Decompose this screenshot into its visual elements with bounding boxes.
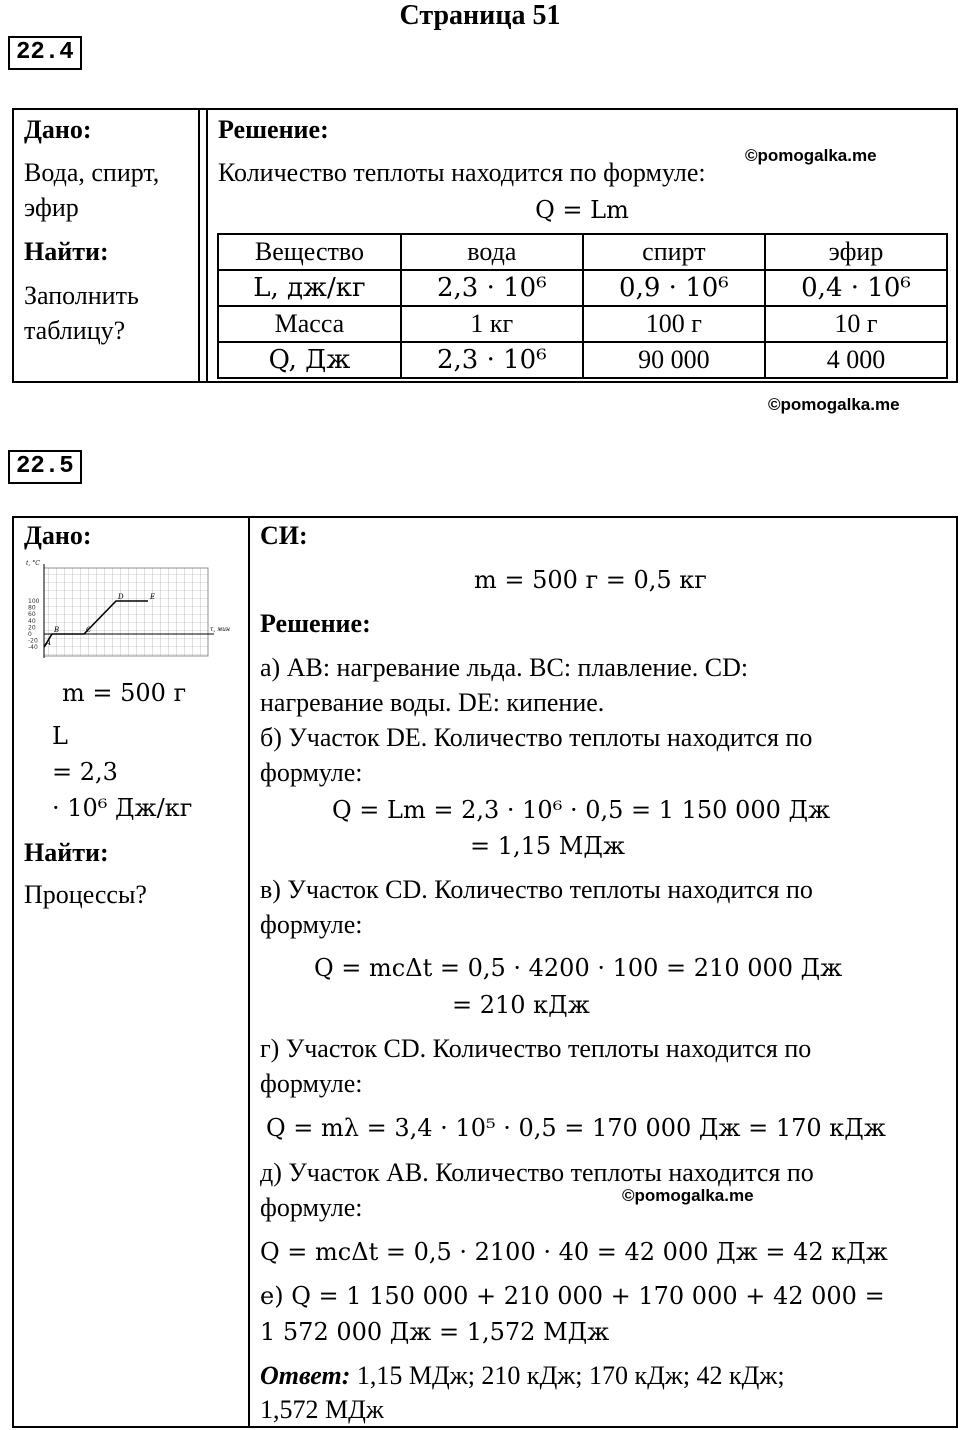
graph-tick-label: 0 [28, 631, 32, 638]
graph-tick-label: -40 [28, 644, 38, 652]
table-cell: 100 г [583, 306, 765, 342]
task2-divider [248, 516, 250, 1428]
formula-line: Q = mλ = 3,4 · 10⁵ · 0,5 = 170 000 Дж = 170 кДж [266, 1114, 886, 1142]
answer-line-2: 1,572 МДж [260, 1395, 384, 1424]
table-cell: 90 000 [583, 342, 765, 378]
table-row [218, 306, 947, 342]
task-number-22-5: 22.5 [8, 450, 82, 484]
formula-line: е) Q = 1 150 000 + 210 000 + 170 000 + 42 000 = [260, 1282, 885, 1310]
solution-line: б) Участок DE. Количество теплоты находится по [260, 723, 813, 752]
given-L: L [52, 722, 68, 750]
answer-line [260, 1358, 785, 1394]
table-header-cell: вода [401, 234, 583, 270]
find-line: таблицу? [24, 316, 126, 345]
phase-graph [24, 558, 238, 664]
solution-line: д) Участок AB. Количество теплоты находится по [260, 1158, 814, 1187]
formula-line: Q = mcΔt = 0,5 · 2100 · 40 = 42 000 Дж = 42 кДж [260, 1238, 888, 1266]
graph-point-label: E [150, 593, 156, 601]
solution-label: Решение: [260, 609, 371, 638]
task1-divider-1 [198, 108, 200, 383]
graph-tick-label: 60 [28, 611, 36, 619]
answer-text: 1,15 МДж; 210 кДж; 170 кДж; 42 кДж; [356, 1361, 785, 1390]
formula-line: = 1,15 МДж [470, 832, 625, 860]
solution-label: Решение: [218, 115, 329, 144]
task-number-22-4: 22.4 [8, 36, 82, 70]
table-header-cell: спирт [583, 234, 765, 270]
given-mass: m = 500 г [62, 679, 187, 707]
table-header-cell: Вещество [218, 234, 401, 270]
si-value: m = 500 г = 0,5 кг [474, 566, 707, 594]
table-cell: L, дж/кг [218, 270, 401, 306]
table-cell: 1 кг [401, 306, 583, 342]
table-cell: 4 000 [765, 342, 947, 378]
solution-line: формуле: [260, 1069, 363, 1098]
find-text: Процессы? [24, 880, 147, 909]
solution-line: формуле: [260, 1193, 363, 1222]
table-cell: 2,3 · 10⁶ [401, 270, 583, 306]
solution-line: в) Участок CD. Количество теплоты находится по [260, 875, 813, 904]
given-label: Дано: [24, 115, 92, 144]
graph-point-label: A [46, 639, 52, 648]
heat-table [217, 233, 948, 379]
graph-point-label: D [118, 593, 124, 601]
formula-line: Q = mcΔt = 0,5 · 4200 · 100 = 210 000 Дж [314, 954, 843, 982]
solution-line: формуле: [260, 758, 363, 787]
formula-line: 1 572 000 Дж = 1,572 МДж [260, 1318, 610, 1346]
given-L: · 10⁶ Дж/кг [52, 794, 193, 822]
table-row [218, 342, 947, 378]
si-label: СИ: [260, 521, 308, 550]
table-row [218, 270, 947, 306]
solution-line: г) Участок CD. Количество теплоты находится по [260, 1034, 812, 1063]
graph-grid [44, 568, 208, 656]
watermark: ©pomogalka.me [745, 146, 877, 165]
answer-label: Ответ: [260, 1361, 351, 1390]
watermark: ©pomogalka.me [622, 1186, 754, 1205]
formula-line: Q = Lm = 2,3 · 10⁶ · 0,5 = 1 150 000 Дж [332, 796, 831, 824]
solution-line: а) AB: нагревание льда. BC: плавление. CD: [260, 653, 749, 682]
given-line: эфир [24, 193, 79, 222]
formula-line: = 210 кДж [452, 991, 590, 1019]
graph-tick-label: 80 [28, 604, 36, 612]
table-cell: 2,3 · 10⁶ [401, 342, 583, 378]
watermark: ©pomogalka.me [768, 395, 900, 414]
solution-line: нагревание воды. DE: кипение. [260, 688, 605, 717]
graph-ylabel: t, °C [26, 560, 40, 567]
find-label: Найти: [24, 838, 109, 867]
given-line: Вода, спирт, [24, 158, 160, 187]
table-cell: 10 г [765, 306, 947, 342]
table-cell: 0,4 · 10⁶ [765, 270, 947, 306]
given-L: = 2,3 [52, 758, 118, 786]
graph-tick-label: 20 [28, 624, 36, 632]
formula: Q = Lm [535, 196, 629, 224]
find-line: Заполнить [24, 281, 139, 310]
graph-tick-label: 100 [28, 598, 40, 605]
given-label: Дано: [24, 521, 92, 550]
solution-line: формуле: [260, 910, 363, 939]
table-cell: Масса [218, 306, 401, 342]
graph-tick-label: -20 [28, 637, 38, 645]
table-cell: 0,9 · 10⁶ [583, 270, 765, 306]
graph-point-label: B [54, 626, 60, 634]
table-header-row [218, 234, 947, 270]
graph-tick-label: 40 [28, 617, 36, 625]
find-label: Найти: [24, 237, 109, 266]
solution-text: Количество теплоты находится по формуле: [218, 158, 706, 187]
graph-point-label: C [86, 626, 92, 634]
page-title: Страница 51 [399, 0, 561, 31]
task1-divider-2 [206, 108, 208, 383]
graph-xlabel: τ, мин [210, 626, 230, 633]
table-header-cell: эфир [765, 234, 947, 270]
table-cell: Q, Дж [218, 342, 401, 378]
